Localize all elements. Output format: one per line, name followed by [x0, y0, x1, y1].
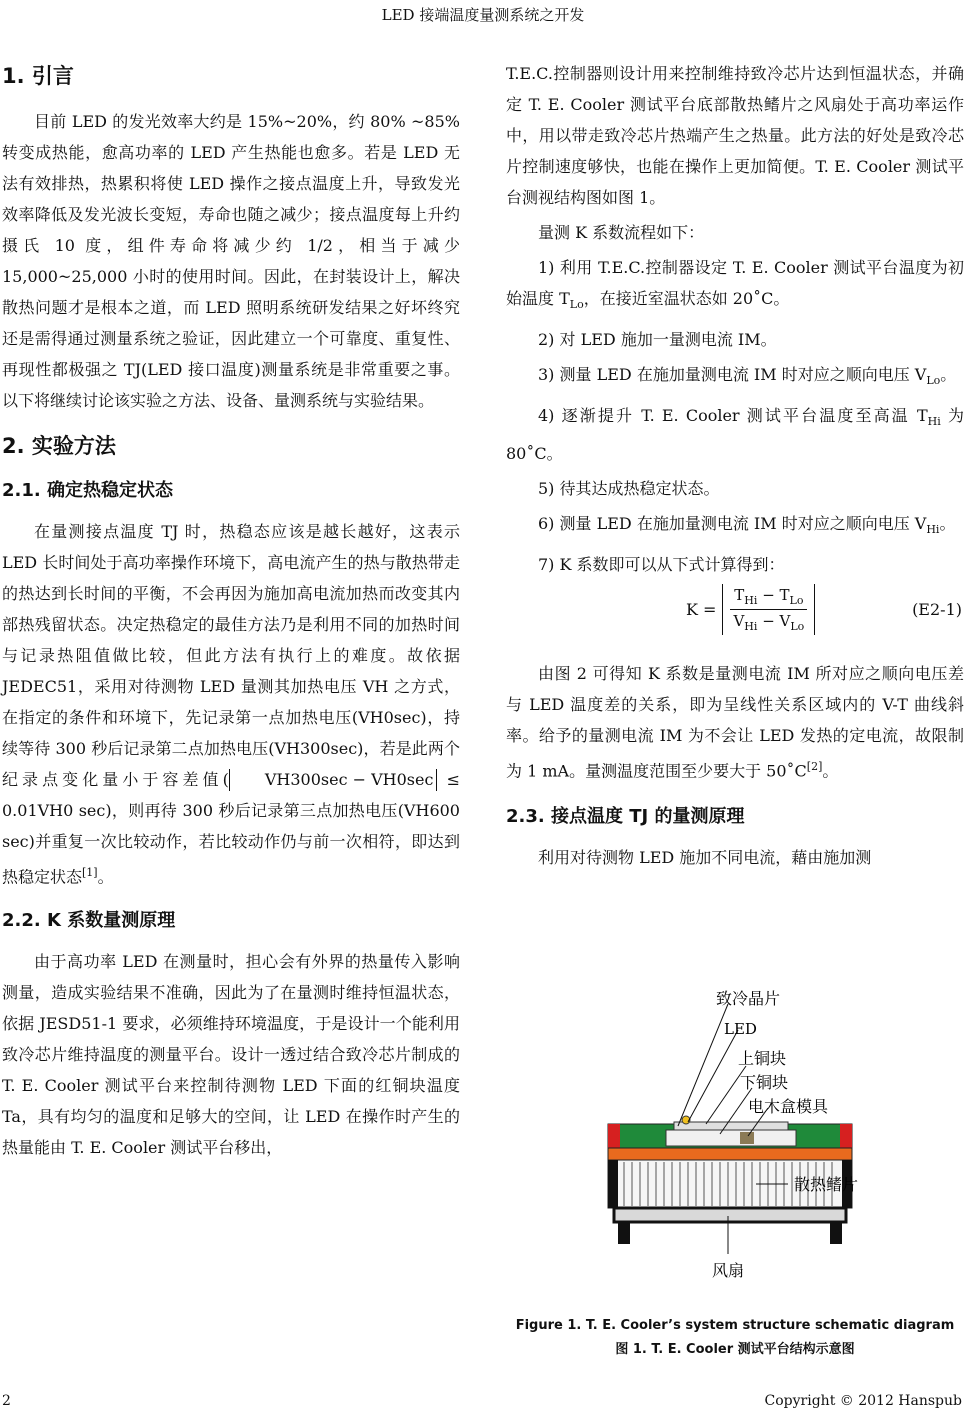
heatsink-wall-left	[608, 1160, 618, 1208]
inequality-rhs: ≤ 0.01VH0 sec	[2, 770, 460, 820]
step-1-text: 1) 利用 T.E.C.控制器设定 T. E. Cooler 测试平台温度为初始温度 T	[506, 258, 964, 308]
right-column	[506, 52, 964, 877]
formula-abs	[722, 584, 815, 635]
label-lower-block: 下铜块	[740, 1073, 789, 1092]
page-number: 2	[2, 1393, 11, 1409]
red-side-right	[840, 1124, 852, 1148]
step-4-text-b: 为 80˚C。	[506, 406, 964, 463]
leg-left	[618, 1222, 630, 1244]
copyright: Copyright © 2012 Hanspub	[764, 1393, 962, 1409]
fig2-paragraph	[506, 658, 964, 786]
step-3-text: 3) 测量 LED 在施加量测电流 IM 时对应之顺向电压 V	[538, 365, 927, 385]
tec-structure-diagram	[506, 984, 964, 1314]
formula-numerator: $T_{Hi} - T_{Lo}$	[730, 584, 807, 610]
upper-copper-block	[674, 1122, 788, 1130]
section-2-1-title: 2.1. 确定热稳定状态	[2, 480, 173, 501]
section-2-title: 2. 实验方法	[2, 434, 116, 458]
running-title: LED 接端温度量测系统之开发	[381, 6, 585, 24]
inequality-abs: VH300sec − VH0sec	[229, 769, 438, 791]
red-side-left	[608, 1124, 620, 1148]
label-tec: 致冷晶片	[716, 989, 781, 1008]
left-column	[2, 52, 460, 1167]
step-6	[506, 508, 964, 545]
step-3	[506, 359, 964, 396]
k-procedure-intro: 量测 K 系数流程如下：	[538, 223, 705, 242]
step-1-text-b: ，在接近室温状态如 20˚C。	[583, 289, 790, 308]
bakelite-insert	[740, 1132, 754, 1144]
label-led: LED	[724, 1020, 757, 1038]
step-1-sub: Lo	[569, 298, 584, 312]
step-6-sub: Hi	[926, 522, 940, 536]
section-2-2-title: 2.2. K 系数量测原理	[2, 910, 176, 932]
citation-1: [1]	[82, 866, 98, 879]
equation-number: (E2-1)	[912, 599, 962, 619]
thermal-steady-paragraph: 在量测接点温度 TJ 时，热稳态应该是越长越好，这表示 LED 长时间处于高功率操作环境下，高电流产生的热与散热带走的热达到长时间的平衡，不会再因为施加高电流加热而改变其内部热残留状态。决定热稳定的最佳方法乃是利用不同的加热时间与记录热阻值做比较，但此方法有执行上的难度。故依据 JEDEC51，采用对待测物 LED 量测其加热电压 VH 之方式，在指定的条件和环境下，先记录第一点加热电压(VH0sec)，持续等待 300 秒后记录第二点加热电压(VH300sec)，若是此两个纪录点变化量小于容差值( VH300sec − VH0sec ≤ 0.01VH0 sec)，则再待 300 秒后记录第三点加热电压(VH600 sec)并重复一次比较动作，若比较动作仍与前一次相符，即达到热稳定状态[1]。	[2, 522, 460, 887]
fan	[614, 1208, 846, 1222]
k-principle-paragraph: 由于高功率 LED 在测量时，担心会有外界的热量传入影响测量，造成实验结果不准确，因此为了在量测时维持恒温状态，依据 JESD51-1 要求，必须维持环境温度，于是设计一个能利用致冷芯片维持温度的测量平台。设计一透过结合致冷芯片制成的 T. E. Cooler 测试平台来控制待测物 LED 下面的红铜块温度 Ta，具有均匀的温度和足够大的空间，让 LED 在操作时产生的热量能由 T. E. Cooler 测试平台移出，	[2, 952, 460, 1158]
step-2: 2) 对 LED 施加一量测电流 IM。	[538, 330, 777, 350]
step-6-text-b: 。	[939, 513, 956, 533]
tj-principle-paragraph: 利用对待测物 LED 施加不同电流，藉由施加测	[538, 848, 872, 868]
figure-caption-en: Figure 1. T. E. Cooler’s system structure schematic diagram	[515, 1318, 955, 1333]
lower-copper-block	[666, 1130, 796, 1146]
equation-e2-1	[506, 584, 964, 646]
fig2-end: 。	[822, 761, 839, 781]
label-fan: 风扇	[712, 1261, 745, 1280]
step-7: 7) K 系数即可以从下式计算得到：	[538, 554, 785, 574]
label-bakelite: 电木盒模具	[748, 1097, 829, 1116]
thermal-steady-text-b: ，则再待 300 秒后记录第三点加热电压(VH600 sec)并重复一次比较动作，若比较动作仍与前一次相符，即达到热稳定状态	[2, 801, 460, 887]
fig2-text: 由图 2 可得知 K 系数是量测电流 IM 所对应之顺向电压差与 LED 温度差的关系，即为呈线性关系区域内的 V-T 曲线斜率。给予的量测电流 IM 为不会让 LED 发热的定电流，故限制为 1 mA。量测温度范围至少要大于 50˚C	[506, 663, 964, 781]
thermal-steady-text-a: 在量测接点温度 TJ 时，热稳态应该是越长越好，这表示 LED 长时间处于高功率操作环境下，高电流产生的热与散热带走的热达到长时间的平衡，不会再因为施加高电流加热而改变其内部热残留状态。决定热稳定的最佳方法乃是利用不同的加热时间与记录热阻值做比较，但此方法有执行上的难度。故依据 JEDEC51，采用对待测物 LED 量测其加热电压 VH 之方式，在指定的条件和环境下，先记录第一点加热电压(VH0sec)，持续等待 300 秒后记录第二点加热电压(VH300sec)，若是此两个纪录点变化量小于容差值	[2, 522, 460, 789]
step-6-text: 6) 测量 LED 在施加量测电流 IM 时对应之顺向电压 V	[538, 513, 927, 533]
section-2-3-title: 2.3. 接点温度 TJ 的量测原理	[506, 806, 745, 828]
formula-denominator: $V_{Hi} - V_{Lo}$	[733, 611, 805, 633]
tec-chip	[608, 1148, 852, 1160]
formula-lhs: K =	[686, 599, 717, 619]
step-3-text-b: 。	[940, 365, 957, 385]
tec-controller-paragraph: T.E.C.控制器则设计用来控制维持致冷芯片达到恒温状态，并确定 T. E. Cooler 测试平台底部散热鳍片之风扇处于高功率运作中，用以带走致冷芯片热端产生之热量。此方法的好处是致冷芯片控制速度够快，也能在操作上更加简便。T. E. Cooler 测试平台测视结构图如图 1。	[506, 64, 964, 207]
leg-right	[830, 1222, 842, 1244]
figure-1	[506, 984, 964, 1359]
step-5: 5) 待其达成热稳定状态。	[538, 478, 720, 498]
label-heatsink: 散热鳍片	[794, 1175, 859, 1194]
thermal-steady-end: 。	[97, 867, 114, 887]
intro-paragraph: 目前 LED 的发光效率大约是 15%~20%，约 80% ~85%转变成热能，愈高功率的 LED 产生热能也愈多。若是 LED 无法有效排热，热累积将使 LED 操作之接点温度上升，导致发光效率降低及发光波长变短，寿命也随之减少；接点温度每上升约摄氏 10 度，组件寿命将减少约 1/2，相当于减少 15,000~25,000 小时的使用时间。因此，在封装设计上，解决散热问题才是根本之道，而 LED 照明系统研发结果之好坏终究还是需得通过测量系统之验证，因此建立一个可靠度、重复性、再现性都极强之 TJ(LED 接口温度)测量系统是非常重要之事。以下将继续讨论该实验之方法、设备、量测系统与实验结果。	[2, 112, 460, 410]
citation-2: [2]	[806, 759, 823, 773]
step-1	[506, 252, 964, 320]
step-3-sub: Lo	[926, 374, 941, 388]
step-4	[506, 400, 964, 468]
figure-caption-zh: 图 1. T. E. Cooler 测试平台结构示意图	[615, 1342, 855, 1357]
step-4-text: 4) 逐渐提升 T. E. Cooler 测试平台温度至高温 T	[538, 406, 928, 426]
step-4-sub: Hi	[927, 415, 941, 429]
label-upper-block: 上铜块	[738, 1049, 787, 1068]
section-1-title: 1. 引言	[2, 64, 74, 88]
